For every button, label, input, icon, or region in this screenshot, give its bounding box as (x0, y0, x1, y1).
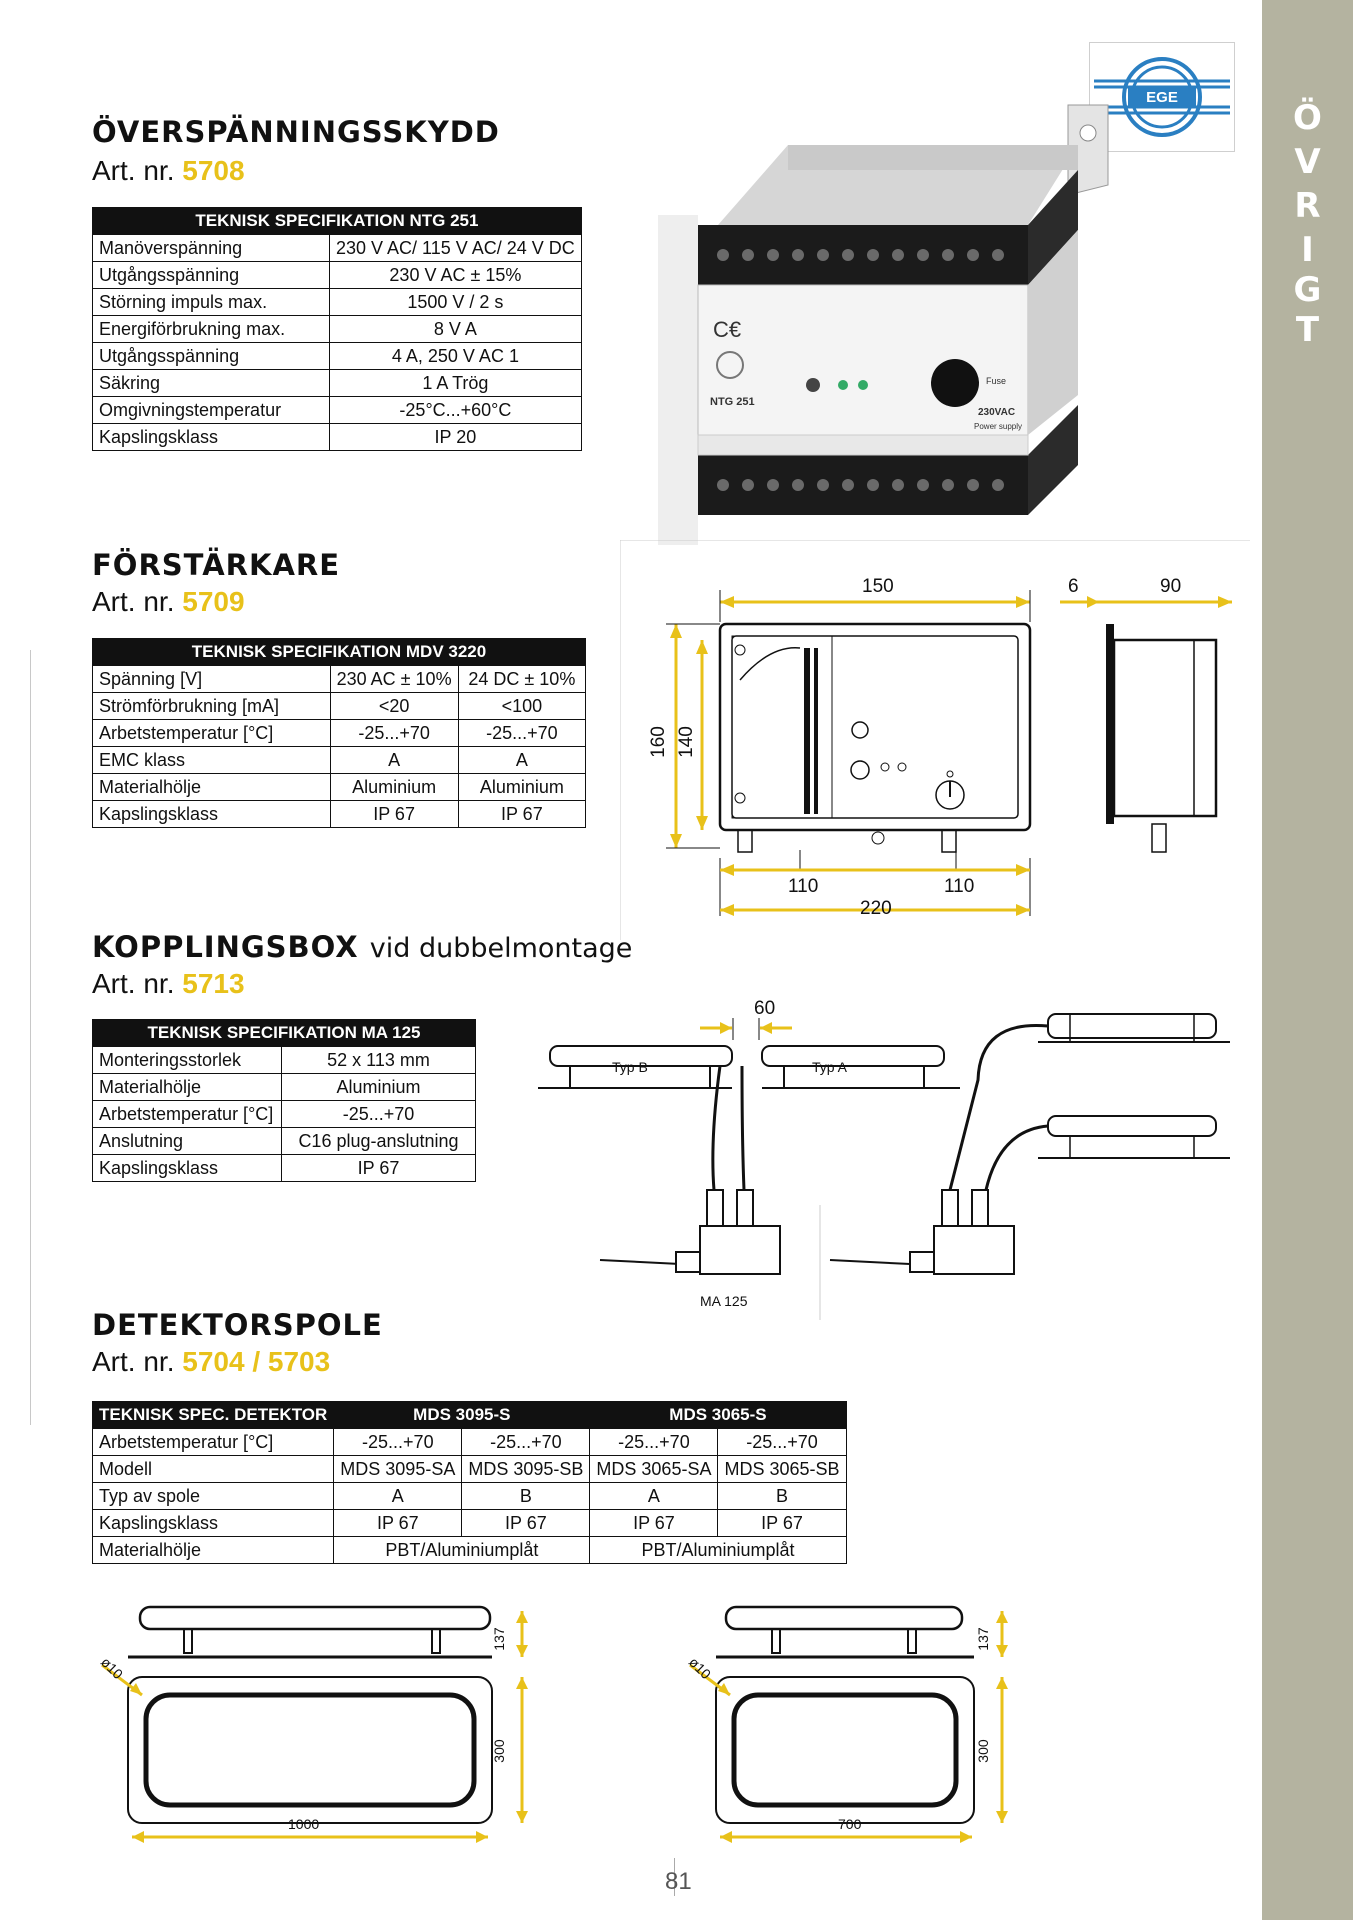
art-line (92, 586, 245, 618)
coil1-depth: 300 (491, 1739, 507, 1763)
side-letter: T (1295, 310, 1320, 350)
dim-140: 140 (676, 726, 697, 758)
art-number: 5708 (182, 155, 245, 186)
coil-drawing-1000 (92, 1595, 552, 1850)
coil2-dia: ø10 (685, 1653, 715, 1683)
spec-table-ntg (92, 207, 582, 451)
dim-6: 6 (1068, 576, 1079, 597)
dim-110-a: 110 (788, 876, 819, 897)
coil1-height: 137 (491, 1627, 507, 1651)
margin-line (30, 650, 31, 1425)
coil1-width: 1000 (288, 1816, 320, 1832)
title-sub: vid dubbelmontage (369, 933, 633, 964)
section-title: DETEKTORSPOLE (92, 1308, 383, 1342)
ntg-device-image (638, 75, 1248, 550)
title-main: KOPPLINGSBOX (92, 930, 359, 964)
label-typ-a: Typ A (812, 1059, 848, 1075)
coil-drawing-700 (680, 1595, 1020, 1850)
table-header: MDS 3095-S (334, 1402, 590, 1429)
table-row: Materialhölje Aluminium Aluminium (93, 774, 586, 801)
art-label: Art. nr. (92, 968, 175, 999)
device-model-label: NTG 251 (710, 396, 755, 408)
junction-box-drawing (530, 990, 1250, 1325)
art-number: 5709 (182, 586, 245, 617)
table-row: Säkring 1 A Trög (93, 370, 582, 397)
art-line (92, 155, 245, 187)
table-row: Arbetstemperatur [°C] -25...+70 -25...+70 -25...+70 -25...+70 (93, 1429, 847, 1456)
art-label: Art. nr. (92, 155, 175, 186)
table-row: Störning impuls max. 1500 V / 2 s (93, 289, 582, 316)
table-row: Kapslingsklass IP 67 IP 67 (93, 801, 586, 828)
art-line (92, 968, 245, 1000)
spec-table-mdv (92, 638, 586, 828)
art-number: 5704 / 5703 (182, 1346, 331, 1377)
voltage-label: 230VAC (978, 407, 1016, 418)
table-row: Manöverspänning 230 V AC/ 115 V AC/ 24 V DC (93, 235, 582, 262)
dim-110-b: 110 (944, 876, 975, 897)
amplifier-drawing (620, 540, 1250, 945)
table-row: Materialhölje PBT/Aluminiumplåt PBT/Aluminiumplåt (93, 1537, 847, 1564)
dim-150: 150 (862, 576, 894, 597)
section-title: FÖRSTÄRKARE (92, 548, 341, 582)
table-row: Omgivningstemperatur -25°C...+60°C (93, 397, 582, 424)
spec-table-ma (92, 1019, 476, 1182)
coil1-dia: ø10 (97, 1653, 127, 1683)
supply-label: Power supply (974, 422, 1023, 431)
logo-text: EGE (1146, 89, 1178, 106)
section-title: ÖVERSPÄNNINGSSKYDD (92, 115, 500, 149)
table-row: Typ av spole A B A B (93, 1483, 847, 1510)
svg-text:C€: C€ (713, 317, 742, 342)
table-row: Strömförbrukning [mA] <20 <100 (93, 693, 586, 720)
table-header: MDS 3065-S (590, 1402, 846, 1429)
side-letter: I (1301, 230, 1314, 270)
table-header: TEKNISK SPEC. DETEKTOR (93, 1402, 334, 1429)
side-letter: G (1293, 270, 1322, 310)
table-row: Kapslingsklass IP 20 (93, 424, 582, 451)
side-letter: Ö (1293, 98, 1322, 138)
dim-60: 60 (754, 998, 776, 1019)
coil2-width: 700 (838, 1816, 862, 1832)
table-row: Arbetstemperatur [°C] -25...+70 -25...+70 (93, 720, 586, 747)
table-row: Spänning [V] 230 AC ± 10% 24 DC ± 10% (93, 666, 586, 693)
art-label: Art. nr. (92, 1346, 175, 1377)
table-row: EMC klass A A (93, 747, 586, 774)
table-header: TEKNISK SPECIFIKATION MA 125 (93, 1020, 476, 1047)
side-tab (1262, 0, 1353, 1920)
art-line (92, 1346, 330, 1378)
table-header: TEKNISK SPECIFIKATION MDV 3220 (93, 639, 586, 666)
table-row: Kapslingsklass IP 67 IP 67 IP 67 IP 67 (93, 1510, 847, 1537)
table-row: Kapslingsklass IP 67 (93, 1155, 476, 1182)
dim-90: 90 (1160, 576, 1182, 597)
side-letter: V (1294, 142, 1321, 182)
table-row: Monteringsstorlek 52 x 113 mm (93, 1047, 476, 1074)
table-row: Utgångsspänning 4 A, 250 V AC 1 (93, 343, 582, 370)
label-typ-b: Typ B (612, 1059, 648, 1075)
table-row: Utgångsspänning 230 V AC ± 15% (93, 262, 582, 289)
dim-220: 220 (860, 898, 892, 919)
section-title (92, 930, 632, 964)
table-header: TEKNISK SPECIFIKATION NTG 251 (93, 208, 582, 235)
coil2-height: 137 (975, 1627, 991, 1651)
table-row: Energiförbrukning max. 8 V A (93, 316, 582, 343)
table-row: Arbetstemperatur [°C] -25...+70 (93, 1101, 476, 1128)
side-letter: R (1294, 186, 1321, 226)
fuse-label: Fuse (986, 376, 1007, 386)
art-label: Art. nr. (92, 586, 175, 617)
label-ma125: MA 125 (700, 1293, 748, 1309)
table-row: Modell MDS 3095-SA MDS 3095-SB MDS 3065-SA MDS 3065-SB (93, 1456, 847, 1483)
page-number: 81 (665, 1868, 692, 1895)
coil2-depth: 300 (975, 1739, 991, 1763)
table-row: Anslutning C16 plug-anslutning (93, 1128, 476, 1155)
table-row: Materialhölje Aluminium (93, 1074, 476, 1101)
dim-160: 160 (648, 726, 669, 758)
spec-table-mds (92, 1401, 847, 1564)
art-number: 5713 (182, 968, 245, 999)
